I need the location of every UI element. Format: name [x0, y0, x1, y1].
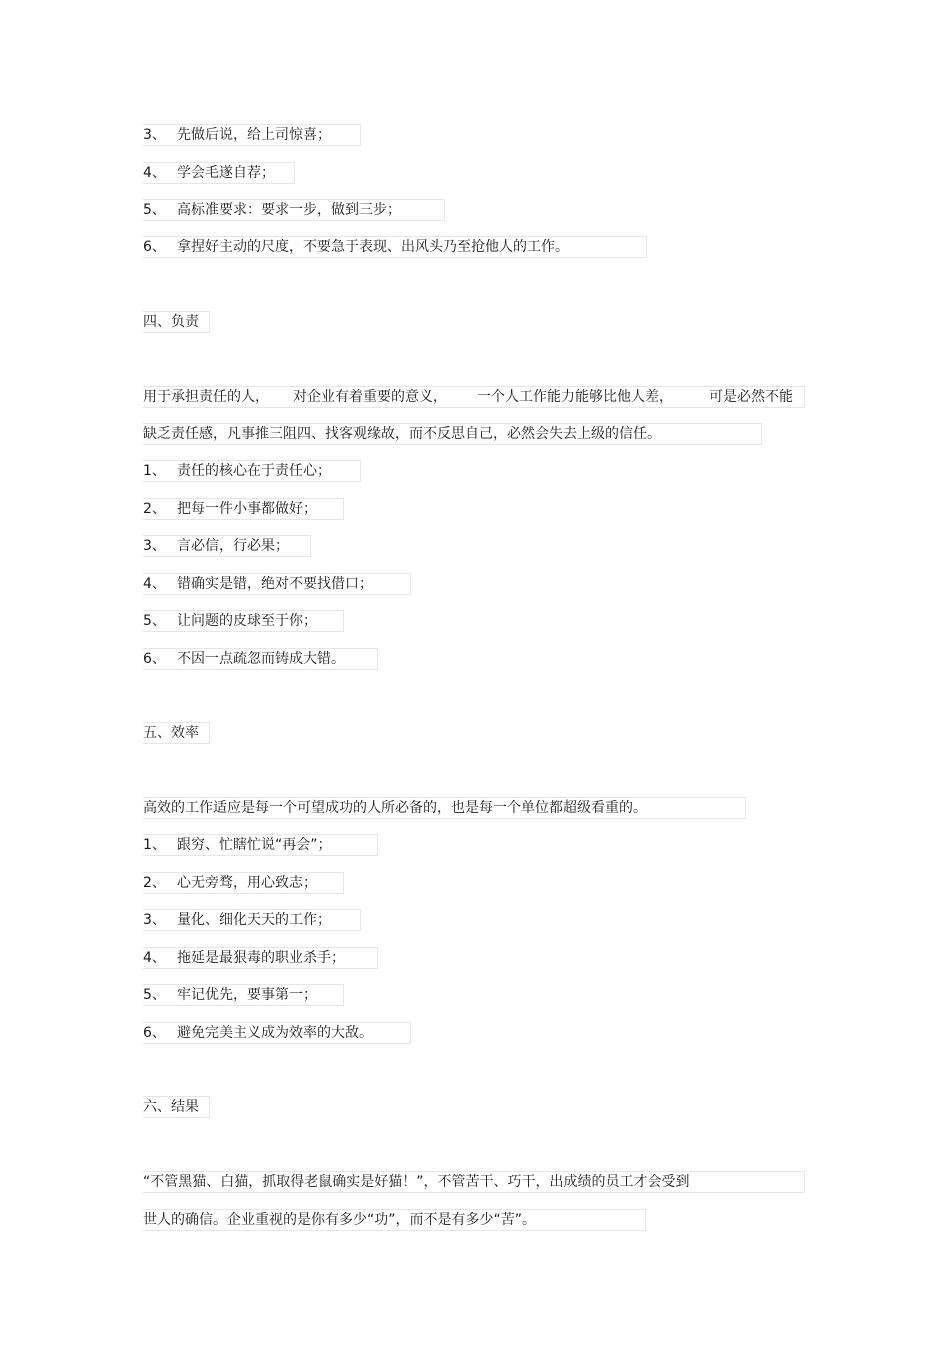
paragraph-segment: 一个人工作能力能够比他人差， — [477, 389, 673, 405]
paragraph-line — [143, 797, 647, 819]
item-number: 6、 — [143, 239, 166, 255]
list-item — [143, 909, 331, 931]
paragraph-segment: 用于承担责任的人， — [143, 389, 269, 405]
item-number: 5、 — [143, 987, 166, 1003]
item-number: 4、 — [143, 950, 166, 966]
list-item — [143, 573, 373, 595]
list-item — [143, 162, 275, 184]
item-text: 先做后说，给上司惊喜； — [177, 127, 331, 143]
paragraph-line — [143, 1209, 536, 1231]
item-number: 5、 — [143, 202, 166, 218]
list-item — [143, 124, 331, 146]
item-number: 2、 — [143, 501, 166, 517]
heading-text: 五、效率 — [143, 725, 199, 741]
paragraph-text: 高效的工作适应是每一个可望成功的人所必备的，也是每一个单位都超级看重的。 — [143, 800, 647, 816]
item-text: 让问题的皮球至于你； — [177, 613, 317, 629]
item-number: 1、 — [143, 463, 166, 479]
item-text: 心无旁骛，用心致志； — [177, 875, 317, 891]
paragraph-segment: 可是必然不能 — [709, 389, 793, 405]
list-item — [143, 610, 317, 632]
item-number: 3、 — [143, 912, 166, 928]
paragraph-line — [143, 386, 793, 408]
item-number: 6、 — [143, 651, 166, 667]
paragraph-text: 缺乏责任感，凡事推三阻四、找客观缘故，而不反思自己，必然会失去上级的信任。 — [143, 426, 661, 442]
list-item — [143, 236, 569, 258]
list-item — [143, 199, 401, 221]
item-text: 错确实是错，绝对不要找借口； — [177, 576, 373, 592]
item-text: 把每一件小事都做好； — [177, 501, 317, 517]
item-number: 4、 — [143, 165, 166, 181]
item-text: 拖延是最狠毒的职业杀手； — [177, 950, 345, 966]
list-item — [143, 648, 345, 670]
paragraph-text: “不管黑猫、白猫，抓取得老鼠确实是好猫！”，不管苦干、巧干，出成绩的员工才会受到 — [143, 1174, 690, 1190]
item-text: 言必信，行必果； — [177, 538, 289, 554]
item-text: 责任的核心在于责任心； — [177, 463, 331, 479]
item-text: 高标准要求：要求一步，做到三步； — [177, 202, 401, 218]
heading-text: 四、负责 — [143, 314, 199, 330]
paragraph-line — [143, 1171, 690, 1193]
item-text: 避免完美主义成为效率的大敌。 — [177, 1025, 373, 1041]
item-number: 2、 — [143, 875, 166, 891]
item-text: 跟穷、忙瞎忙说“再会”； — [177, 837, 332, 853]
section-heading — [143, 722, 199, 744]
item-text: 不因一点疏忽而铸成大错。 — [177, 651, 345, 667]
paragraph-text: 世人的确信。企业重视的是你有多少“功”，而不是有多少“苦”。 — [143, 1212, 537, 1228]
list-item — [143, 1022, 373, 1044]
list-item — [143, 947, 345, 969]
item-number: 4、 — [143, 576, 166, 592]
item-text: 拿捏好主动的尺度，不要急于表现、出风头乃至抢他人的工作。 — [177, 239, 569, 255]
list-item — [143, 984, 317, 1006]
section-heading — [143, 311, 199, 333]
heading-text: 六、结果 — [143, 1099, 199, 1115]
list-item — [143, 460, 331, 482]
paragraph-line — [143, 423, 661, 445]
item-text: 学会毛遂自荐； — [177, 165, 275, 181]
list-item — [143, 834, 332, 856]
list-item — [143, 872, 317, 894]
item-text: 牢记优先，要事第一； — [177, 987, 317, 1003]
item-number: 1、 — [143, 837, 166, 853]
item-number: 5、 — [143, 613, 166, 629]
paragraph-segment: 对企业有着重要的意义， — [293, 389, 447, 405]
section-heading — [143, 1096, 199, 1118]
item-text: 量化、细化天天的工作； — [177, 912, 331, 928]
item-number: 6、 — [143, 1025, 166, 1041]
list-item — [143, 535, 289, 557]
list-item — [143, 498, 317, 520]
item-number: 3、 — [143, 127, 166, 143]
item-number: 3、 — [143, 538, 166, 554]
